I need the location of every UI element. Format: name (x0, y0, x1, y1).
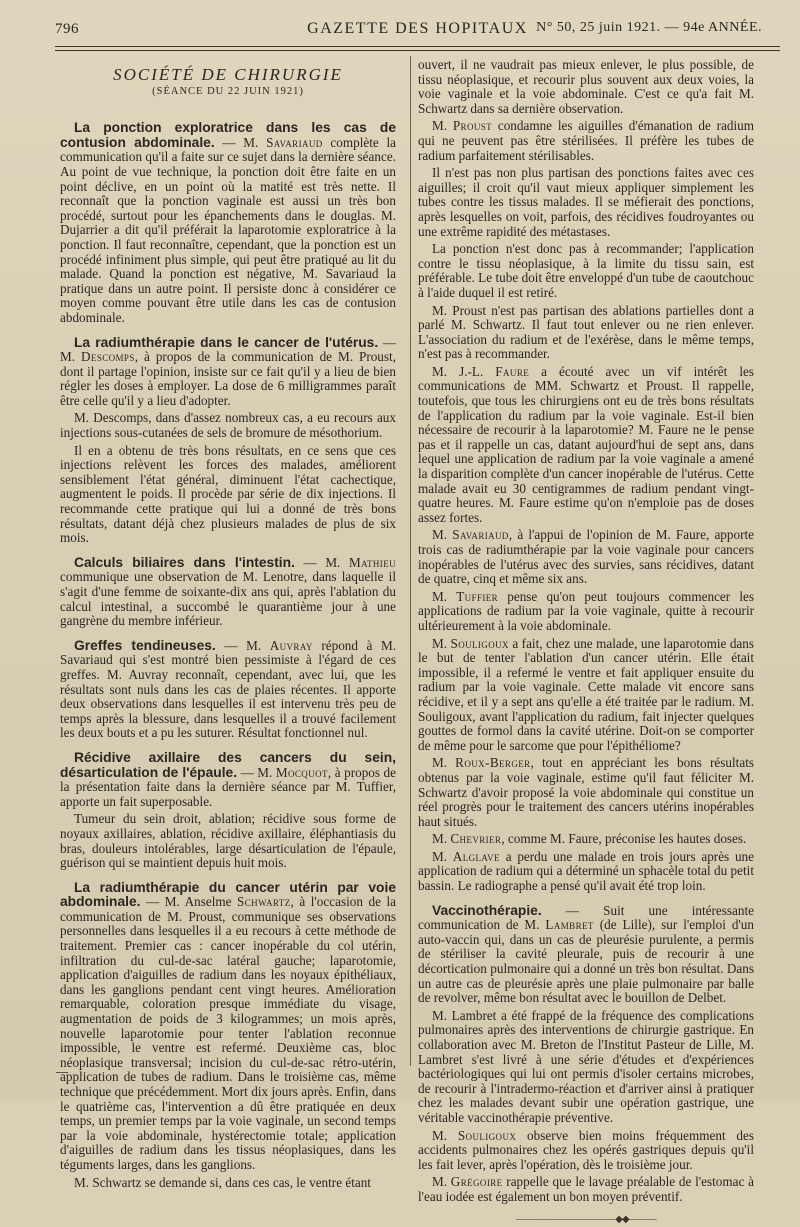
article-calculs: Calculs biliaires dans l'intestin. — M. Mathieu communique une observation de M. Lenotre, dans laquelle il s'agit d'une femme de soixante-dix ans qui, après l'ablation du calcul intestinal, a succombé le quarantième jour à une gangrène du membre inférieur. (60, 554, 396, 629)
paragraph: M. Roux-Berger, tout en appréciant les bons résultats obtenus par la voie vaginale, estime qu'il faut féliciter M. Schwartz d'avoir proposé la voie abdominale qui constitue un réel progrès pour le traitement des cancers utérins inopérables haut situés. (418, 755, 754, 829)
paragraph: M. Chevrier, comme M. Faure, préconise les hautes doses. (432, 831, 747, 847)
author-name: Lambret (545, 917, 594, 933)
paragraph: M. Grégoire rappelle que le lavage préalable de l'estomac à l'eau iodée est également un bon moyen préventif. (418, 1174, 754, 1204)
author-name: Schwartz (237, 894, 291, 910)
author-name: Alglave (452, 848, 500, 864)
article-radium-abdominale: La radiumthérapie du cancer utérin par voie abdominale. — M. Anselme Schwartz, à l'occasion de la communication de M. Proust, communique ses observations personnelles dans lesquelles il a eu recours à cette méthode de traitement. Premier cas : cancer inopérable du col utérin, infiltration du cul-de-sac latéral gauche; laparotomie, application d'aiguilles de radium dans les noyaux épithéliaux, dans les ganglions pendant cent vingt heures. Amélioration remarquable, coloration presque immédiate du visage, augmentation de poids de 3 kilogrammes; un mois après, nouvelle laparotomie pour tenter l'ablation reconnue impossible, le ventre est refermé. Deuxième cas, bloc néoplasique transversal; incision du cul-de-sac rétro-utérin, application de tubes de radium. Dans le troisième cas, même technique que précédemment. Mort dix jours après. Enfin, dans le quatrième cas, l'intervention a dû être pratiquée en deux temps, un premier temps par la voie vaginale, un second temps par la voie abdominale, hystérectomie totale; application d'aiguilles de radium dans les tissus néoplasiques, dans les téguments larges, dans les ganglions. (60, 879, 396, 1172)
author-name: Souligoux (457, 1127, 517, 1143)
paragraph: M. Descomps, dans d'assez nombreux cas, a eu recours aux injections sous-cutanées de sels de bromure de mésothorium. (60, 410, 396, 441)
section-date: (SÉANCE DU 22 JUIN 1921) (152, 85, 304, 97)
paragraph: Il n'est pas non plus partisan des ponctions faites avec ces aiguilles; il croit qu'il vaut mieux appliquer simplement les tubes contre les tissus malades. Il se méfierait des ponctions, après lesquelles on voit, parfois, des récidives foudroyantes ou une extrême rapidité des métastases. (418, 165, 754, 239)
header-rule-thick (55, 46, 780, 47)
paragraph: M. Alglave a perdu une malade en trois jours après une application de radium qui a déterminé un sphacèle total du petit bassin. Le radiographe a pensé qu'il avait été trop loin. (418, 848, 754, 894)
paragraph: La ponction n'est donc pas à recommander; l'application contre le tissu néoplasique, à la limite du tissu sain, est préférable. Le tube doit être enveloppé d'un tube de caoutchouc à l'aide duquel il est retiré. (418, 241, 754, 300)
header-rule-thin (55, 50, 780, 51)
author-name: Savariaud (266, 134, 323, 150)
article-heading: La ponction exploratrice dans les cas de contusion abdominale. (60, 120, 396, 150)
paragraph: M. Schwartz se demande si, dans ces cas, le ventre étant (74, 1174, 371, 1190)
author-name: Faure (495, 363, 530, 379)
article-heading: Greffes tendineuses. (74, 637, 216, 653)
paragraph: M. Souligoux a fait, chez une malade, une laparotomie dans le but de tenter l'ablation d'un cancer utérin. Elle était impossible, il a refermé le ventre et fait appliquer ensuite du radium par la voie vaginale. Cette malade vit encore sans récidive, et il y a sept ans qu'elle a été traitée par le radium. M. Souligoux, avant l'application du radium, fait injecter quelques gouttes de formol dans la cavité utérine. Doit-on se comporter de même pour le sarcome que pour l'épithéliome? (418, 635, 755, 753)
author-name: Chevrier (450, 831, 502, 847)
author-name: Mathieu (348, 554, 396, 570)
end-ornament: ———————————◆◆——— (516, 1213, 656, 1225)
author-name: Roux-Berger (455, 755, 531, 771)
paragraph: M. Lambret a été frappé de la fréquence des complications pulmonaires après des interventions de chirurgie gastrique. En collaboration avec M. Breton de l'Institut Pasteur de Lille, M. Lambret s'est livré à une série d'études et d'expériences bactériologiques qui lui ont permis d'isoler certains microbes, de recourir à l'intradermo-réaction et d'arriver ainsi à pratiquer chez les malades devant subir une opération gastrique, une véritable vaccinothérapie préventive. (418, 1007, 754, 1125)
author-name: Descomps (81, 349, 135, 365)
article-heading: Vaccinothérapie. (432, 902, 542, 918)
author-name: Proust (452, 118, 493, 134)
paragraph: M. Tuffier pense qu'on peut toujours commencer les applications de radium par la voie vaginale, quitte à recourir ultérieurement à la voie abdominale. (418, 588, 754, 633)
author-name: Souligoux (450, 635, 509, 651)
paragraph: ouvert, il ne vaudrait pas mieux enlever, le plus possible, de tissu néoplasique, et recourir plus souvent aux deux voies, la voie vaginale et la voie abdominale. C'est ce qu'a fait M. Schwartz dans sa dernière observation. (418, 57, 754, 116)
author-name: Auvray (269, 637, 313, 653)
issue-info: N° 50, 25 juin 1921. — 94e ANNÉE. (536, 20, 762, 35)
author-name: Grégoire (450, 1174, 503, 1190)
paragraph: M. Souligoux observe bien moins fréquemment des accidents pulmonaires chez les opérés gastriques depuis qu'il les fait lever, après l'opération, dès le troisième jour. (418, 1127, 754, 1172)
corner-mark (56, 1072, 68, 1073)
article-recidive: Récidive axillaire des cancers du sein, désarticulation de l'épaule. — M. Mocquot, à propos de la présentation faite dans la dernière séance par M. Tuffier, apporte un fait superposable. (60, 749, 397, 809)
paragraph: Il en a obtenu de très bons résultats, en ce sens que ces injections relèvent les forces des malades, améliorent sensiblement l'état général, diminuent l'état cachectique, augmentent le poids. Il procède par série de dix injections. Il recommande cette pratique qui lui a donné de très bons résultats, datant déjà chez plusieurs malades de plus de six mois. (60, 442, 396, 546)
paragraph: M. Savariaud, à l'appui de l'opinion de M. Faure, apporte trois cas de radiumthérapie par la voie vaginale pour cancers inopérables de l'utérus avec des survies, sans récidives, datant de quatre, cinq et même six ans. (418, 527, 754, 587)
article-radium-uterus: La radiumthérapie dans le cancer de l'utérus. — M. Descomps, à propos de la communication de M. Proust, dont il partage l'opinion, insiste sur ce fait qu'il y a lieu de bien régler les doses à employer. La dose de 6 milligrammes paraît être celle qu'il y a lieu d'adopter. (60, 334, 397, 408)
right-column (418, 58, 754, 1227)
section-title: SOCIÉTÉ DE CHIRURGIE (113, 65, 343, 84)
page-header (55, 18, 780, 40)
article-contusion: La ponction exploratrice dans les cas de contusion abdominale. — M. Savariaud complète la communication qu'il a faite sur ce sujet dans la dernière séance. Au point de vue technique, la ponction doit être faite en un point déclive, en un point où la matité est très nette. Il reconnaît que la ponction vaginale est aussi un très bon procédé, surtout pour les épanchements dans le douglas. M. Dujarrier a dit qu'il préférait la laparotomie exploratrice à la ponction. Il faut reconnaître, cependant, que la ponction est un procédé infiniment plus simple, qui peut être pratiqué au lit du malade. Quand la ponction est négative, M. Savariaud la pratique dans un autre point. Il persiste donc à considérer ce moyen comme pouvant être utile dans les cas de contusion abdominale. (60, 120, 396, 325)
paragraph: M. Proust n'est pas partisan des ablations partielles dont a parlé M. Schwartz. Il faut tout enlever ou ne rien enlever. L'association du radium et de l'exérèse, dans le même temps, n'est pas à recommander. (418, 302, 754, 362)
page-number: 796 (55, 21, 79, 37)
paragraph: M. J.-L. Faure a écouté avec un vif intérêt les communications de MM. Schwartz et Proust. Il rappelle, toutefois, que tous les chirurgiens ont eu de très bons résultats de l'application du radium par la voie vaginale. Est-il bien nécessaire de recourir à la laparotomie? M. Faure ne le pense pas et il rappelle un cas, datant aujourd'hui de sept ans, dans lequel une application de radium par la voie vaginale a amené la disparition complète d'un cancer inopérable de l'utérus. Cette malade avait eu 30 centigrammes de radium pendant vingt-quatre heures. M. Faure estime qu'on n'emploie pas de doses assez fortes. (418, 363, 754, 525)
article-heading: La radiumthérapie dans le cancer de l'utérus. (74, 334, 379, 350)
paragraph: M. Proust condamne les aiguilles d'émanation de radium qui ne peuvent pas être stérilisées. Il préfère les tubes de radium parfaitement stérilisables. (418, 118, 754, 163)
article-heading: Calculs biliaires dans l'intestin. (74, 554, 295, 570)
author-name: Savariaud (452, 527, 509, 543)
author-name: Mocquot (275, 764, 328, 780)
article-vaccinotherapie: Vaccinothérapie. — Suit une intéressante communication de M. Lambret (de Lille), sur l'emploi d'un auto-vaccin qui, dans un cas de pleurésie purulente, a permis de stériliser la cavité pleurale, puis de recourir à une décortication pulmonaire qui a donné un très bon résultat. Dans un autre cas de pleurésie après une plaie pulmonaire par balle de revolver, même bon résultat avec le bouillon de Delbet. (418, 902, 754, 1006)
journal-title: GAZETTE DES HOPITAUX (307, 20, 528, 37)
paragraph: Tumeur du sein droit, ablation; récidive sous forme de noyaux axillaires, ablation, récidive axillaire, éléphantiasis du bras, douleurs intolérables, large désarticulation de l'épaule, guérison qui se maintient depuis huit mois. (60, 811, 396, 871)
left-column (60, 58, 396, 1193)
column-divider (410, 56, 411, 1066)
article-greffes: Greffes tendineuses. — M. Auvray répond à M. Savariaud qui s'est montré bien pessimiste à l'égard de ces greffes. M. Auvray reconnaît, cependant, avec lui, que les résultats sont nuls dans les cas de plaies récentes. Il apporte deux observations dans lesquelles il est intervenu très peu de temps après la blessure, dans lesquelles il a trouvé facilement les deux bouts et a pu les suturer. Résultat fonctionnel nul. (60, 637, 397, 741)
author-name: Tuffier (456, 588, 499, 604)
article-heading: Récidive axillaire des cancers du sein, désarticulation de l'épaule. (60, 749, 396, 780)
article-heading: La radiumthérapie du cancer utérin par voie abdominale. (60, 879, 396, 910)
